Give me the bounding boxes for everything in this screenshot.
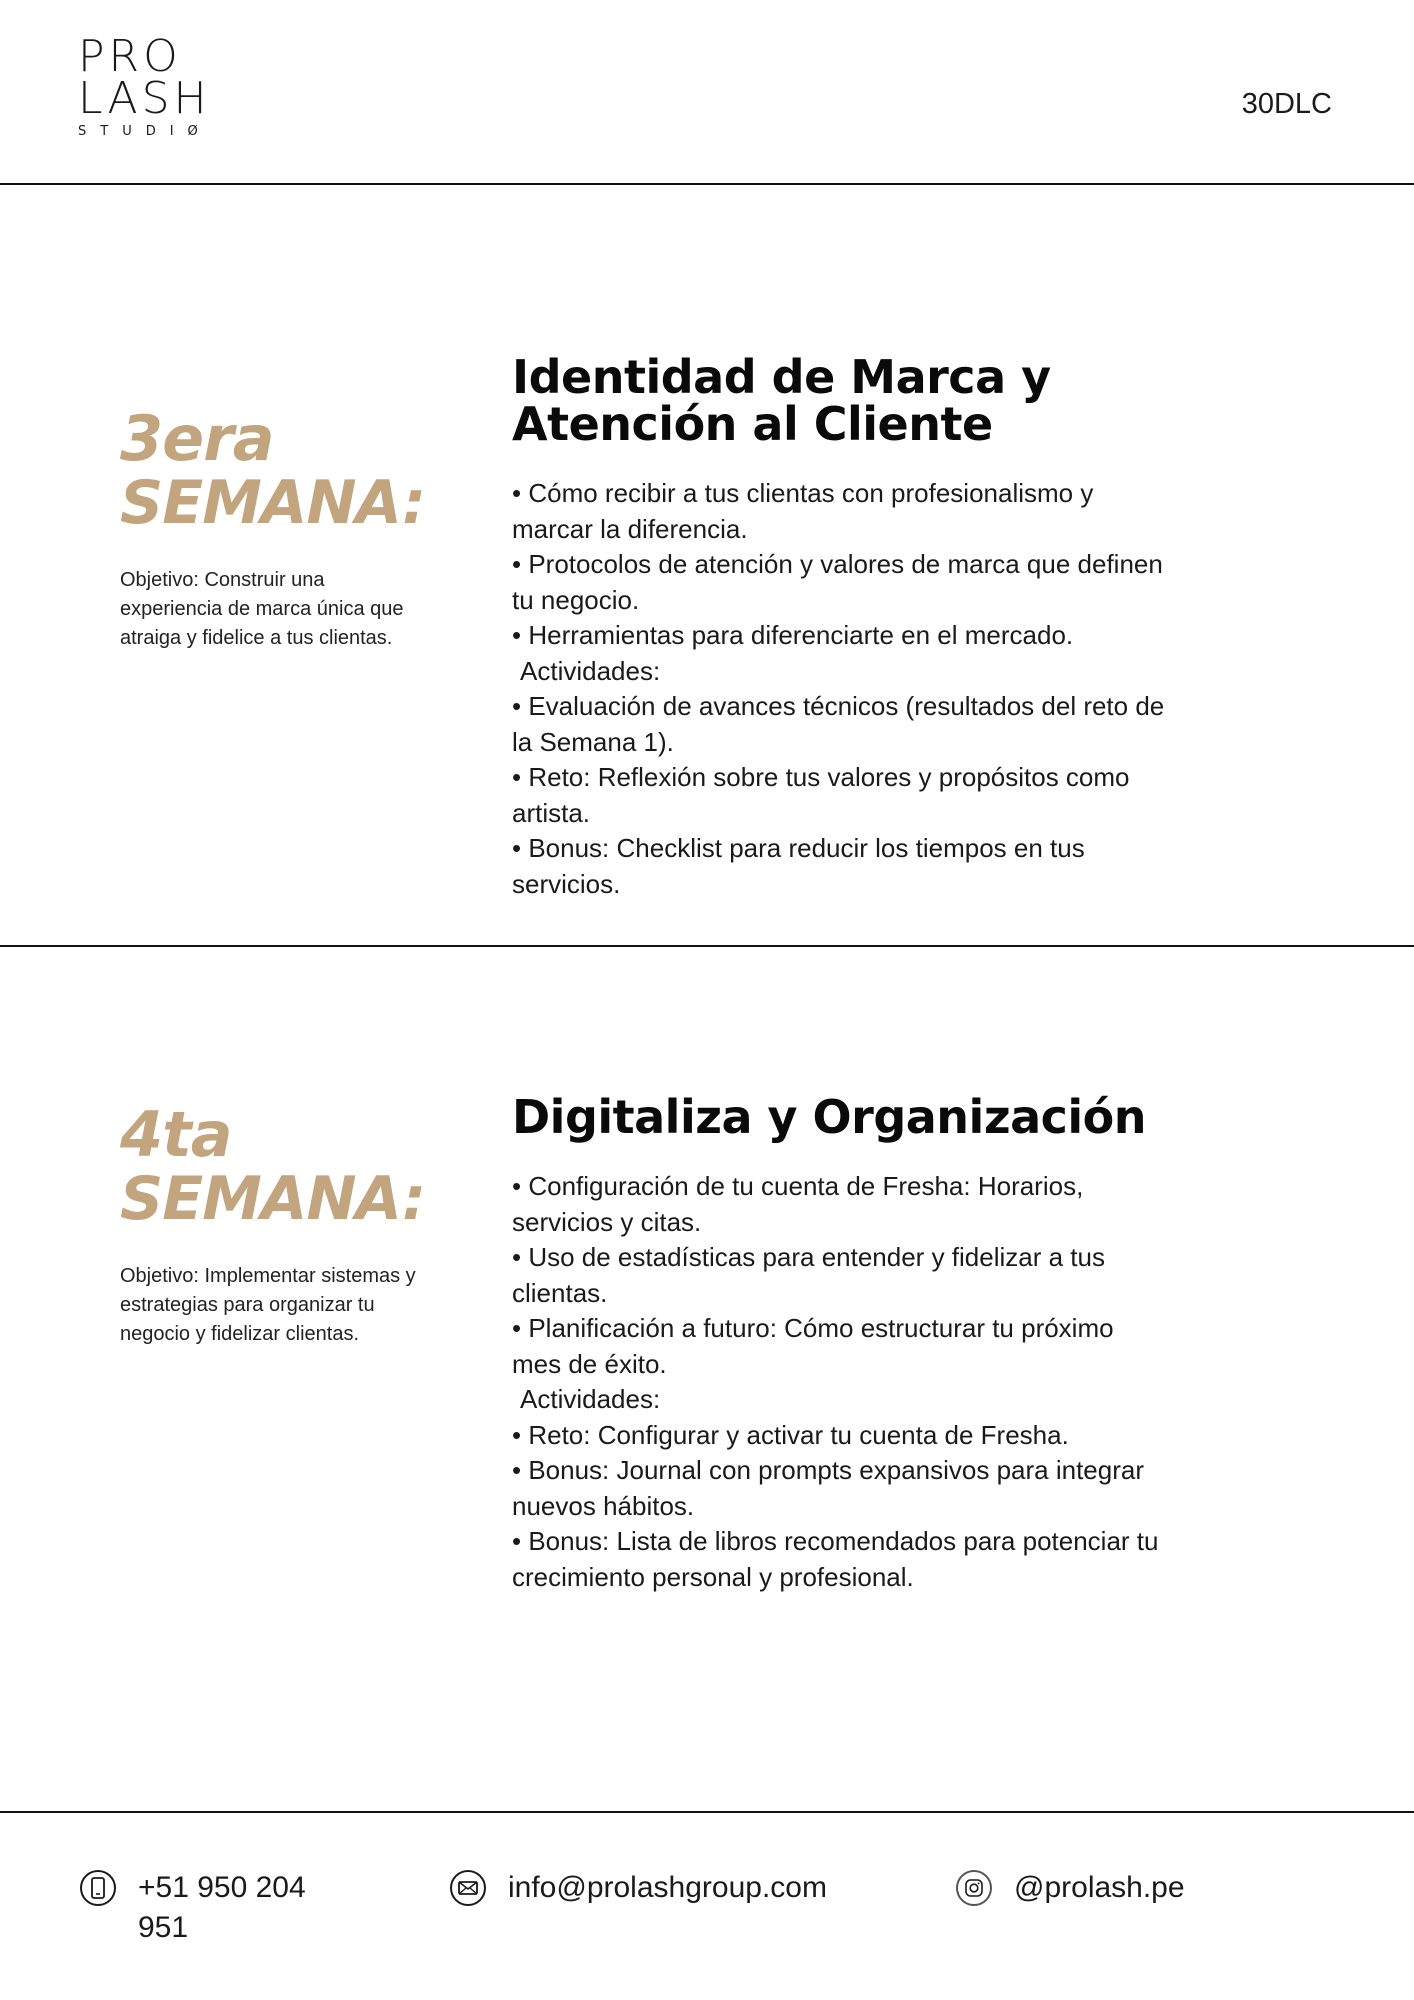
week-3-heading: [120, 402, 450, 653]
week-items: [512, 1169, 1272, 1595]
week-objective: Objetivo: Construir una experiencia de marca única que atraiga y fidelice a tus clientas.: [120, 569, 404, 649]
week-title-line2: Atención al Cliente: [512, 397, 993, 451]
list-item: servicios y citas.: [512, 1206, 702, 1237]
list-item: • Cómo recibir a tus clientas con profesionalismo y: [512, 478, 1094, 508]
list-item: tu negocio.: [512, 584, 640, 615]
list-item: marcar la diferencia.: [512, 513, 748, 544]
week-objective: Objetivo: Implementar sistemas y estrategias para organizar tu negocio y fidelizar clientas.: [120, 1265, 416, 1345]
week-items: [512, 476, 1272, 902]
page-footer: [0, 1812, 1414, 2000]
logo-subtitle: STUDIØ: [78, 124, 212, 139]
section-divider: [0, 945, 1414, 947]
list-item: • Reto: Reflexión sobre tus valores y propósitos como: [512, 762, 1130, 792]
list-item: • Planificación a futuro: Cómo estructurar tu próximo: [512, 1313, 1114, 1343]
activities-label: Actividades:: [520, 655, 661, 686]
list-item: mes de éxito.: [512, 1348, 667, 1379]
page-header: [0, 0, 1414, 184]
phone-icon: [80, 1870, 116, 1906]
list-item: • Herramientas para diferenciarte en el mercado.: [512, 620, 1074, 650]
logo-brand-line1: PRO: [78, 31, 182, 82]
instagram-icon: [956, 1870, 992, 1906]
list-item: • Bonus: Lista de libros recomendados para potenciar tu: [512, 1526, 1159, 1556]
week-label: SEMANA:: [120, 468, 426, 538]
phone-number: [138, 1868, 306, 1948]
instagram-handle: @prolash.pe: [1014, 1871, 1185, 1904]
logo-brand-line2: LASH: [78, 73, 211, 124]
week-3-content: [512, 350, 1272, 902]
week-4-content: [512, 1090, 1272, 1595]
week-4-heading: [120, 1098, 450, 1349]
week-title: [512, 1090, 1272, 1144]
phone-line1: +51 950 204: [138, 1871, 306, 1904]
list-item: artista.: [512, 797, 591, 828]
header-divider: [0, 183, 1414, 185]
instagram-contact[interactable]: [956, 1868, 1185, 1908]
list-item: • Protocolos de atención y valores de marca que definen: [512, 549, 1163, 579]
activities-label: Actividades:: [520, 1384, 661, 1414]
week-title-line1: Identidad de Marca y: [512, 350, 1051, 404]
list-item: • Bonus: Journal con prompts expansivos para integrar: [512, 1455, 1144, 1485]
list-item: nuevos hábitos.: [512, 1490, 695, 1521]
week-title: [512, 350, 1272, 451]
phone-line2: 951: [138, 1911, 189, 1944]
list-item: • Reto: Configurar y activar tu cuenta de Fresha.: [512, 1419, 1069, 1450]
email-contact[interactable]: [450, 1868, 827, 1908]
mail-icon: [450, 1870, 486, 1906]
phone-contact[interactable]: [80, 1868, 306, 1948]
week-number: 3era: [120, 402, 274, 475]
program-code: 30DLC: [1241, 88, 1332, 120]
list-item: servicios.: [512, 868, 621, 899]
week-title-line1: Digitaliza y Organización: [512, 1090, 1147, 1144]
list-item: la Semana 1).: [512, 726, 674, 757]
list-item: • Evaluación de avances técnicos (resultados del reto de: [512, 691, 1165, 721]
week-number: 4ta: [120, 1098, 232, 1171]
prolash-studio-logo: [78, 31, 248, 146]
list-item: crecimiento personal y profesional.: [512, 1561, 914, 1592]
email-address: info@prolashgroup.com: [508, 1871, 827, 1904]
week-label: SEMANA:: [120, 1164, 426, 1234]
list-item: • Configuración de tu cuenta de Fresha: Horarios,: [512, 1171, 1084, 1201]
list-item: • Uso de estadísticas para entender y fidelizar a tus: [512, 1242, 1105, 1272]
list-item: clientas.: [512, 1277, 608, 1308]
list-item: • Bonus: Checklist para reducir los tiempos en tus: [512, 833, 1085, 863]
